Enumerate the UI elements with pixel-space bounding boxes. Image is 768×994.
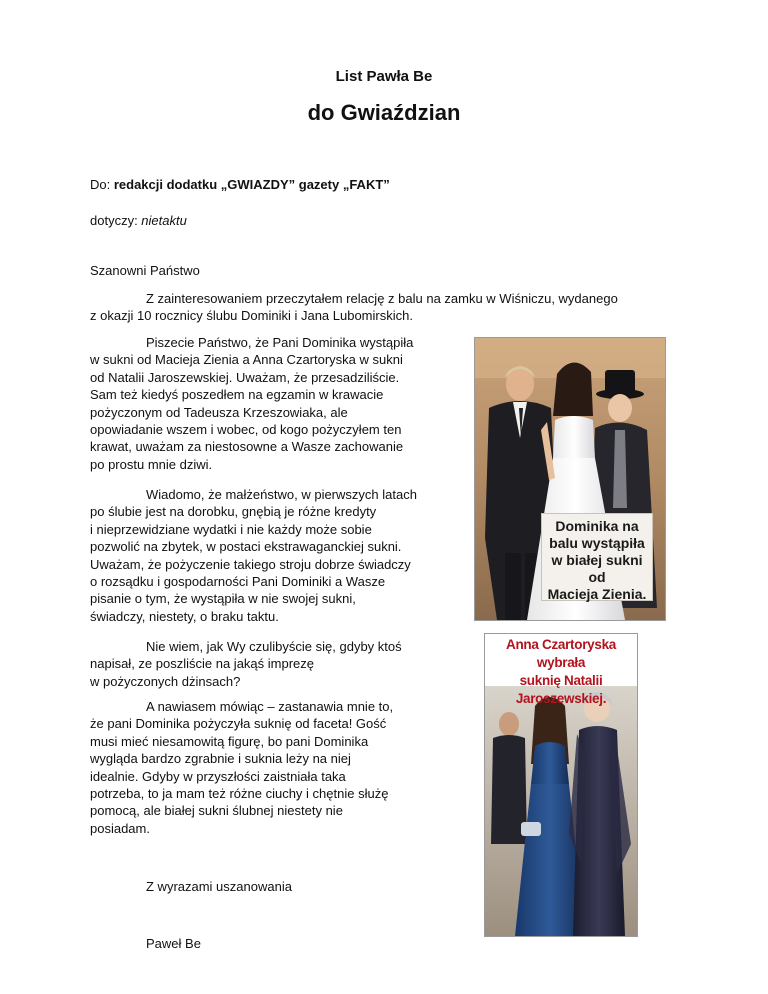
paragraph-line: potrzeba, to ja mam też różne ciuchy i chętnie służę [90,786,389,802]
subject-line [90,212,187,229]
caption-line: Macieja Zienia. [547,586,647,602]
paragraph-line: Uważam, że pożyczenie takiego stroju dobrze świadczy [90,556,411,572]
photo-dominika-caption [541,513,653,601]
subject-value: nietaktu [141,213,187,228]
recipient-line [90,176,390,193]
paragraph-line: posiadam. [90,820,150,836]
paragraph-line: w pożyczonych dżinsach? [90,673,241,689]
paragraph-line: Sam też kiedyś poszedłem na egzamin w krawacie [90,387,384,403]
paragraph-line: A nawiasem mówiąc – zastanawia mnie to, [146,699,394,714]
paragraph-line: z okazji 10 rocznicy ślubu Dominiki i Jana Lubomirskich. [90,308,413,324]
paragraph-line: o rozsądku i gospodarności Pani Dominiki a Wasze [90,574,386,590]
paragraph-line: pożyczonym od Tadeusza Krzeszowiaka, ale [90,404,348,420]
photo-anna [484,633,638,937]
paragraph-line: w sukni od Macieja Zienia a Anna Czartoryska w sukni [90,352,403,368]
caption-line: balu wystąpiła [549,535,645,551]
paragraph-line: wygląda bardzo zgrabnie i suknia leży na niej [90,751,351,767]
paragraph-4 [90,638,402,690]
recipient-value: redakcji dodatku „GWIAZDY” gazety „FAKT” [113,177,390,192]
paragraph-line: musi mieć niesamowitą figurę, bo pani Dominika [90,733,369,749]
letter-title-big: do Gwiaździan [307,100,461,125]
paragraph-line: opowiadanie wszem i wobec, od kogo pożyczyłem ten [90,422,402,438]
paragraph-line: Wiadomo, że małżeństwo, w pierwszych latach [146,487,417,502]
paragraph-2 [90,334,413,473]
paragraph-line: świadczy, niestety, o braku taktu. [90,608,279,624]
paragraph-line: idealnie. Gdyby w przyszłości zaistniała taka [90,768,346,784]
caption-line: w białej sukni od [551,552,643,585]
salutation: Szanowni Państwo [90,263,200,278]
closing: Z wyrazami uszanowania [146,879,292,894]
paragraph-line: krawat, uważam za niestosowne a Wasze zachowanie [90,439,404,455]
paragraph-line: po prostu mnie dziwi. [90,456,213,472]
paragraph-line: że pani Dominika pożyczyła suknię od faceta! Gość [90,716,387,732]
paragraph-line: Piszecie Państwo, że Pani Dominika wystąpiła [146,335,414,350]
paragraph-line: pisanie o tym, że wystąpiła w nie swojej sukni, [90,591,356,607]
paragraph-1 [90,290,618,325]
paragraph-line: napisał, ze poszliście na jakąś imprezę [90,656,314,672]
subject-label: dotyczy: [90,213,142,228]
paragraph-line: pozwolić na zbytek, w postaci ekstrawaganckiej sukni. [90,539,402,555]
paragraph-line: i nieprzewidziane wydatki i nie każdy może sobie [90,521,372,537]
paragraph-line: Z zainteresowaniem przeczytałem relację z balu na zamku w Wiśniczu, wydanego [146,291,618,306]
caption-line: Dominika na [555,518,639,534]
paragraph-line: pomocą, ale białej sukni ślubnej niestety nie [90,803,343,819]
paragraph-3 [90,486,417,625]
paragraph-line: Nie wiem, jak Wy czulibyście się, gdyby ktoś [146,639,402,654]
caption-line: Anna Czartoryska wybrała [506,637,616,670]
photo-dominika [474,337,666,621]
caption-line: suknię Natalii Jaroszewskiej. [515,673,607,706]
recipient-label: Do: [90,177,114,192]
letter-title-small: List Pawła Be [335,68,433,85]
photo-anna-caption [485,636,637,708]
paragraph-5 [90,698,393,837]
signature: Paweł Be [146,936,201,951]
paragraph-line: od Natalii Jaroszewskiej. Uważam, że przesadziliście. [90,369,400,385]
paragraph-line: po ślubie jest na dorobku, gnębią je różne kredyty [90,504,377,520]
